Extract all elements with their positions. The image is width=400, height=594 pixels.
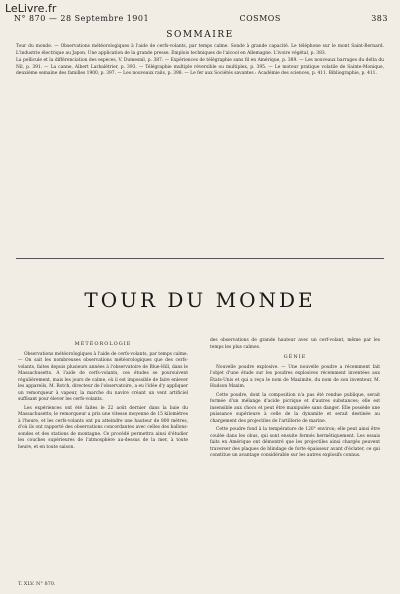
issue-date: N° 870 — 28 Septembre 1901: [14, 14, 150, 23]
left-column: [18, 338, 188, 453]
page-header: [14, 14, 388, 23]
right-column: [210, 338, 380, 462]
sommaire-heading: SOMMAIRE: [166, 30, 234, 40]
article-paragraph: Observations météorologiques à l'aide de cerfs-volants, par temps calme. — On sait les nombreuses observations météorologiques que des cerfs-volants, faites depuis plusieurs années à l'observatoire de Blue-Hill, dans le Massachusetts. A l'aide de cerfs-volants, ces études se poursuivent régulièrement, mais les jours de calme, où il est impossible de faire enlever les appareils, M. Rotch, directeur de l'observatoire, a eu l'idée d'y appliquer un remorqueur à vapeur, la marche du navire créant un vent artificiel suffisant pour élever les cerfs-volants.: [18, 351, 188, 402]
sommaire-paragraph: Tour du monde. — Observations météorologiques à l'aide de cerfs-volants, par temps calme. Sonde à grande capacité. Le téléphone sur le mont Saint-Bernard. L'industrie électrique au Japon. Une application de la grande presse. Emplois techniques de l'alcool en Allemagne. L'ivoire végétal, p. 383.: [16, 44, 384, 56]
left-section-heading: MÉTÉOROLOGIE: [74, 341, 132, 347]
sommaire-body: [16, 44, 384, 79]
watermark-text: LeLivre.fr: [5, 2, 57, 15]
article-paragraph: Nouvelle poudre explosive. — Une nouvelle poudre a récemment fait l'objet d'une étude sur les poudres explosives récemment inventées aux États-Unis et qui a reçu le nom de Maximite, du nom de son inventeur, M. Hudson Maxim.: [210, 364, 380, 389]
page-footer: T. XLV. N° 870.: [18, 581, 56, 587]
right-section-heading: GÉNIE: [283, 354, 307, 360]
section-divider: [16, 258, 384, 259]
page-number: 383: [371, 14, 388, 23]
section-title: TOUR DU MONDE: [84, 288, 316, 312]
article-paragraph: Cette poudre fond à la température de 120° environ; elle peut ainsi être coulée dans les obus, qui sont ensuite fermés hermétiquement. Les essais faits en Amérique ont démontré que les projectiles ainsi chargés peuvent traverser des plaques de blindage de forte épaisseur avant d'éclater, ce qui constitue un avantage considérable sur les autres explosifs connus.: [210, 427, 380, 458]
journal-name: COSMOS: [239, 14, 281, 23]
sommaire-paragraph: La pellicule et la différenciation des espèces, V. Dumesnil, p. 387. — Expériences de télégraphie sans fil en Amérique, p. 389. — Les nouveaux barrages du delta du Nil, p. 391. — La canne, Albert Larbalétrier, p. 393. — Télégraphie multiple réversible ou multiplex, p. 395. — Le moteur pratique volatile de Sainte-Monique, deuxième semaine des familles 1900, p. 397. — Les nouveaux rails, p. 398. — Le fer aux Sociétés savantes : Académie des sciences, p. 411. Bibliographie, p. 411.: [16, 58, 384, 76]
article-paragraph: Cette poudre, dont la composition n'a pas été rendue publique, serait formée d'un mélange d'acide picrique et d'autres substances; elle est insensible aux chocs et peut être manipulée sans danger. Elle possède une puissance supérieure à celle de la dynamite et serait destinée au chargement des projectiles de l'artillerie de marine.: [210, 392, 380, 424]
article-paragraph: des observations de grande hauteur avec un cerf-volant, même par les temps les plus calmes.: [210, 338, 380, 350]
article-paragraph: Les expériences ont été faites le 22 août dernier dans la baie du Massachusetts; le remorqueur a pris une vitesse moyenne de 15 kilomètres à l'heure, et les cerfs-volants ont pu atteindre une hauteur de 800 mètres, d'où ils ont rapporté des observations concordantes avec celles des ballons-sondes et des stations de montagne. Ce procédé permettra ainsi d'étudier les couches supérieures de l'atmosphère au-dessus de la mer, à toute heure, et en toute saison.: [18, 405, 188, 450]
